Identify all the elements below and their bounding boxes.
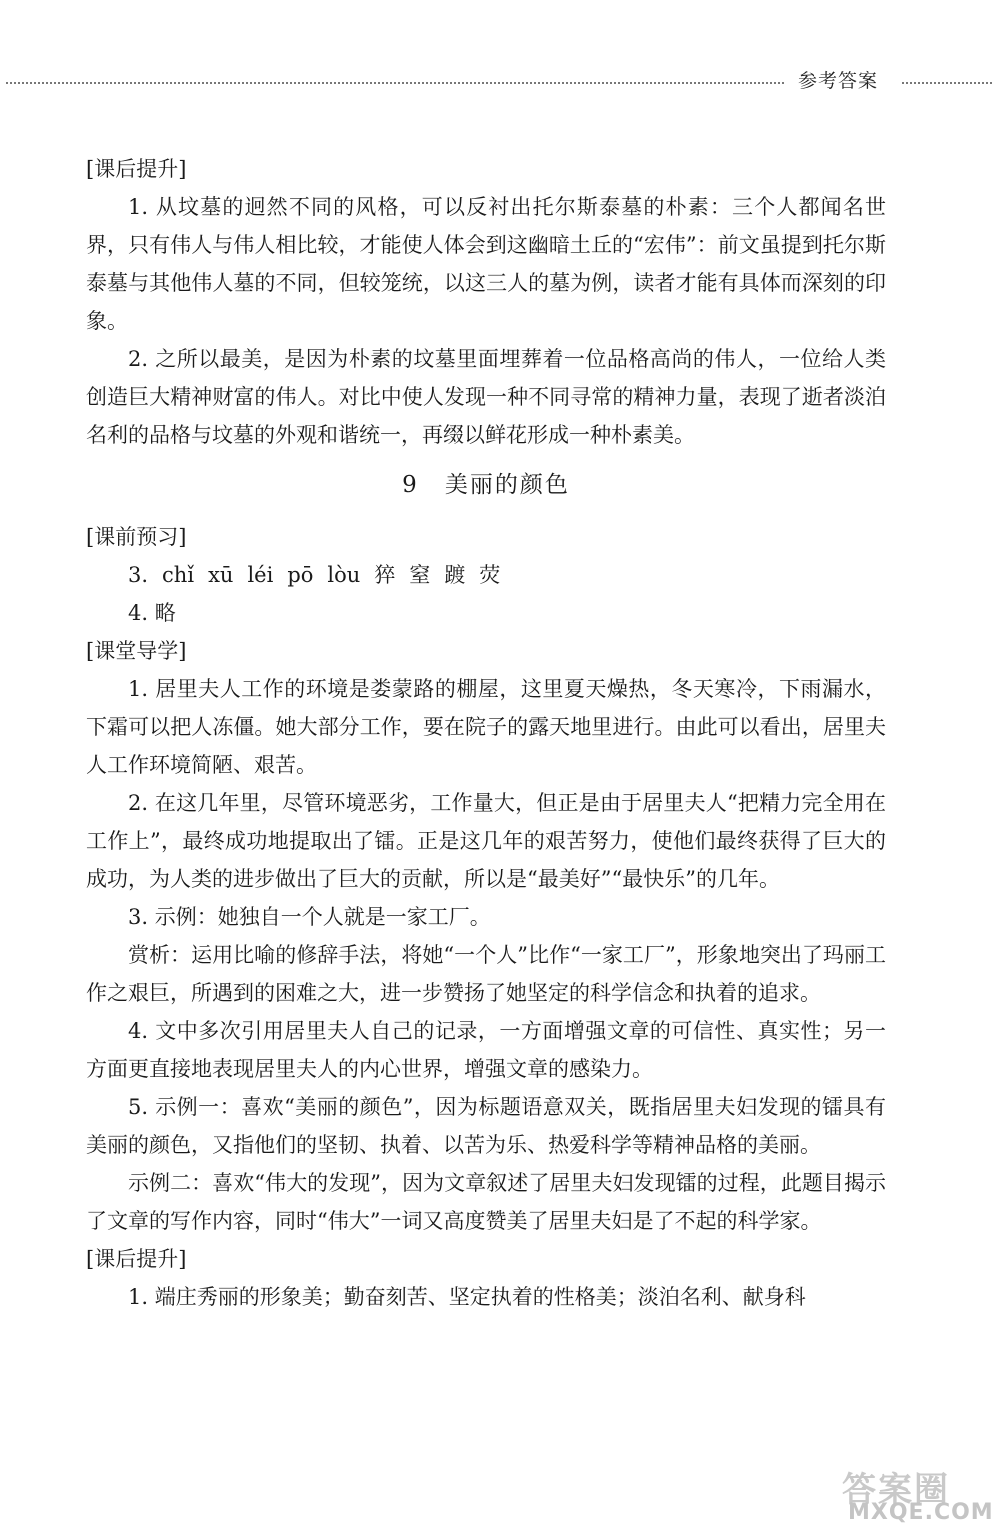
pinyin: pō bbox=[287, 563, 314, 587]
answer-paragraph: 1. 居里夫人工作的环境是娄蒙路的棚屋，这里夏天燥热，冬天寒冷，下雨漏水，下霜可以把人冻僵。她大部分工作，要在院子的露天地里进行。由此可以看出，居里夫人工作环境简陋、艰苦。 bbox=[86, 677, 886, 777]
answer-paragraph: 3. 示例：她独自一个人就是一家工厂。 bbox=[128, 905, 491, 929]
answer-paragraph: 赏析：运用比喻的修辞手法，将她“一个人”比作“一家工厂”，形象地突出了玛丽工作之艰巨，所遇到的困难之大，进一步赞扬了她坚定的科学信念和执着的追求。 bbox=[86, 943, 886, 1005]
header-title: 参考答案 bbox=[798, 70, 879, 92]
character: 窒 bbox=[409, 563, 431, 587]
character: 猝 bbox=[374, 563, 396, 587]
answer-paragraph: 示例二：喜欢“伟大的发现”，因为文章叙述了居里夫妇发现镭的过程，此题目揭示了文章的写作内容，同时“伟大”一词又高度赞美了居里夫妇是了不起的科学家。 bbox=[86, 1171, 886, 1233]
answer-paragraph: 1. 端庄秀丽的形象美；勤奋刻苦、坚定执着的性格美；淡泊名利、献身科 bbox=[128, 1285, 806, 1309]
answer-line: 4. 略 bbox=[128, 601, 176, 625]
character: 荧 bbox=[479, 563, 501, 587]
pinyin: léi bbox=[247, 563, 274, 587]
page-content bbox=[86, 150, 886, 1316]
header-dotted-rule-right bbox=[902, 82, 992, 84]
answer-paragraph: 4. 文中多次引用居里夫人自己的记录，一方面增强文章的可信性、真实性；另一方面更直接地表现居里夫人的内心世界，增强文章的感染力。 bbox=[86, 1019, 886, 1081]
watermark-logo bbox=[842, 1462, 992, 1524]
chapter-title bbox=[86, 460, 886, 510]
pinyin-answer-line bbox=[86, 556, 886, 594]
answer-paragraph: 1. 从坟墓的迥然不同的风格，可以反衬出托尔斯泰墓的朴素：三个人都闻名世界，只有伟人与伟人相比较，才能使人体会到这幽暗土丘的“宏伟”：前文虽提到托尔斯泰墓与其他伟人墓的不同，但较笼统，以这三人的墓为例，读者才能有具体而深刻的印象。 bbox=[86, 195, 886, 333]
chapter-name: 美丽的颜色 bbox=[444, 472, 570, 498]
section-heading-after-class: [课后提升] bbox=[86, 1247, 187, 1271]
header-dotted-rule-left bbox=[6, 82, 784, 84]
pinyin: lòu bbox=[327, 563, 361, 587]
section-heading-preview: [课前预习] bbox=[86, 525, 187, 549]
section-heading-classroom: [课堂导学] bbox=[86, 639, 187, 663]
page-header bbox=[0, 66, 1000, 96]
watermark-logo-text: 答案圈 bbox=[842, 1470, 950, 1510]
answer-paragraph: 2. 在这几年里，尽管环境恶劣，工作量大，但正是由于居里夫人“把精力完全用在工作上”，最终成功地提取出了镭。正是这几年的艰苦努力，使他们最终获得了巨大的成功，为人类的进步做出了巨大的贡献，所以是“最美好”“最快乐”的几年。 bbox=[86, 791, 886, 891]
answer-paragraph: 2. 之所以最美，是因为朴素的坟墓里面埋葬着一位品格高尚的伟人，一位给人类创造巨大精神财富的伟人。对比中使人发现一种不同寻常的精神力量，表现了逝者淡泊名利的品格与坟墓的外观和谐统一，再缀以鲜花形成一种朴素美。 bbox=[86, 347, 886, 447]
section-heading-after-class: [课后提升] bbox=[86, 157, 187, 181]
watermark-url: MXQE.COM bbox=[848, 1500, 994, 1525]
pinyin: xū bbox=[208, 563, 234, 587]
item-label: 3. bbox=[128, 563, 149, 587]
character: 踱 bbox=[444, 563, 466, 587]
pinyin: chǐ bbox=[162, 563, 195, 587]
answer-paragraph: 5. 示例一：喜欢“美丽的颜色”，因为标题语意双关，既指居里夫妇发现的镭具有美丽的颜色，又指他们的坚韧、执着、以苦为乐、热爱科学等精神品格的美丽。 bbox=[86, 1095, 886, 1157]
chapter-number: 9 bbox=[402, 472, 419, 498]
